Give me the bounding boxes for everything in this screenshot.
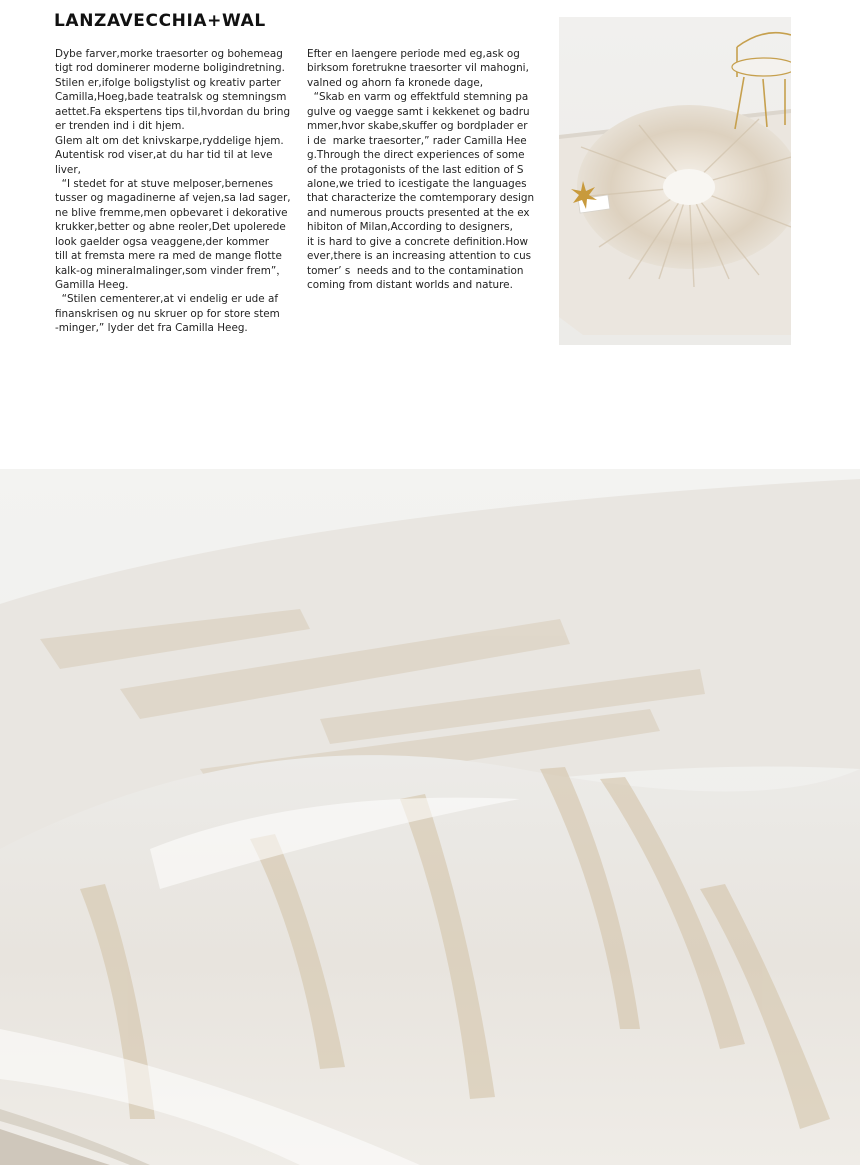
article-column-right [307, 47, 533, 292]
article-line: kalk-og mineralmalinger,som vinder frem”， [55, 264, 287, 277]
article-line: Autentisk rod viser,at du har tid til at leve [55, 149, 273, 162]
article-line: er trenden ind i dit hjem. [55, 120, 185, 133]
article-line: birksom foretrukne traesorter vil mahogni, [307, 62, 529, 75]
article-line: gulve og vaegge samt i kekkenet og badru [307, 105, 530, 118]
article-line: coming from distant worlds and nature. [307, 279, 513, 291]
article-line: aettet.Fa ekspertens tips til,hvordan du bring [55, 105, 291, 118]
article-line: hibiton of Milan,According to designers, [307, 221, 513, 234]
article-line: and numerous proucts presented at the ex [307, 206, 530, 219]
sunburst-center [663, 169, 715, 205]
article-line: ne blive fremme,men opbevaret i dekorative [55, 206, 288, 219]
article-line: -minger,” lyder det fra Camilla Heeg. [55, 322, 248, 335]
article-line: Efter en laengere periode med eg,ask og [307, 48, 520, 60]
rug-closeup-photo [0, 469, 860, 1165]
article-line: krukker,better og abne reoler,Det upolerede [55, 221, 286, 234]
room-rug-photo [559, 17, 791, 345]
article-line: Gamilla Heeg. [55, 279, 129, 291]
article-line: liver, [55, 163, 81, 176]
article-line: Glem alt om det knivskarpe,ryddelige hjem. [55, 134, 284, 147]
article-line: “I stedet for at stuve melposer,bernenes [55, 177, 274, 190]
article-line: it is hard to give a concrete definition.How [307, 235, 528, 248]
article-line: that characterize the comtemporary design [307, 192, 535, 205]
brand-title: LANZAVECCHIA+WAL [54, 11, 266, 31]
article-line: tomer’ s needs and to the contamination [307, 264, 524, 277]
article-line: alone,we tried to icestigate the languages [307, 177, 527, 190]
article-line: “Stilen cementerer,at vi endelig er ude af [55, 293, 278, 306]
article-line: finanskrisen og nu skruer op for store stem [55, 307, 280, 320]
article-line: till at fremsta mere ra med de mange flotte [55, 250, 282, 263]
article-line: “Skab en varm og effektfuld stemning pa [307, 91, 529, 104]
article-line: tusser og magadinerne af vejen,sa lad sager, [55, 192, 291, 205]
article-line: mmer,hvor skabe,skuffer og bordplader er [307, 120, 528, 133]
article-line: Camilla,Hoeg,bade teatralsk og stemningsm [55, 91, 287, 104]
room-rug-illustration [559, 17, 791, 345]
article-line: ever,there is an increasing attention to cus [307, 250, 532, 263]
article-line: g.Through the direct experiences of some [307, 149, 525, 162]
article-line: tigt rod dominerer moderne boligindretning. [55, 62, 285, 75]
article-line: Dybe farver,morke traesorter og bohemeag [55, 48, 283, 60]
article-line: of the protagonists of the last edition of S [307, 163, 524, 176]
chair-seat [732, 58, 791, 76]
article-line: i de marke traesorter,” rader Camilla Hee [307, 134, 527, 147]
rug-closeup-illustration [0, 469, 860, 1165]
article-line: look gaelder ogsa veaggene,der kommer [55, 235, 270, 248]
article-line: valned og ahorn fa kronede dage, [307, 76, 484, 89]
article-line: Stilen er,ifolge boligstylist og kreativ parter [55, 76, 281, 89]
article-column-left [55, 47, 291, 336]
